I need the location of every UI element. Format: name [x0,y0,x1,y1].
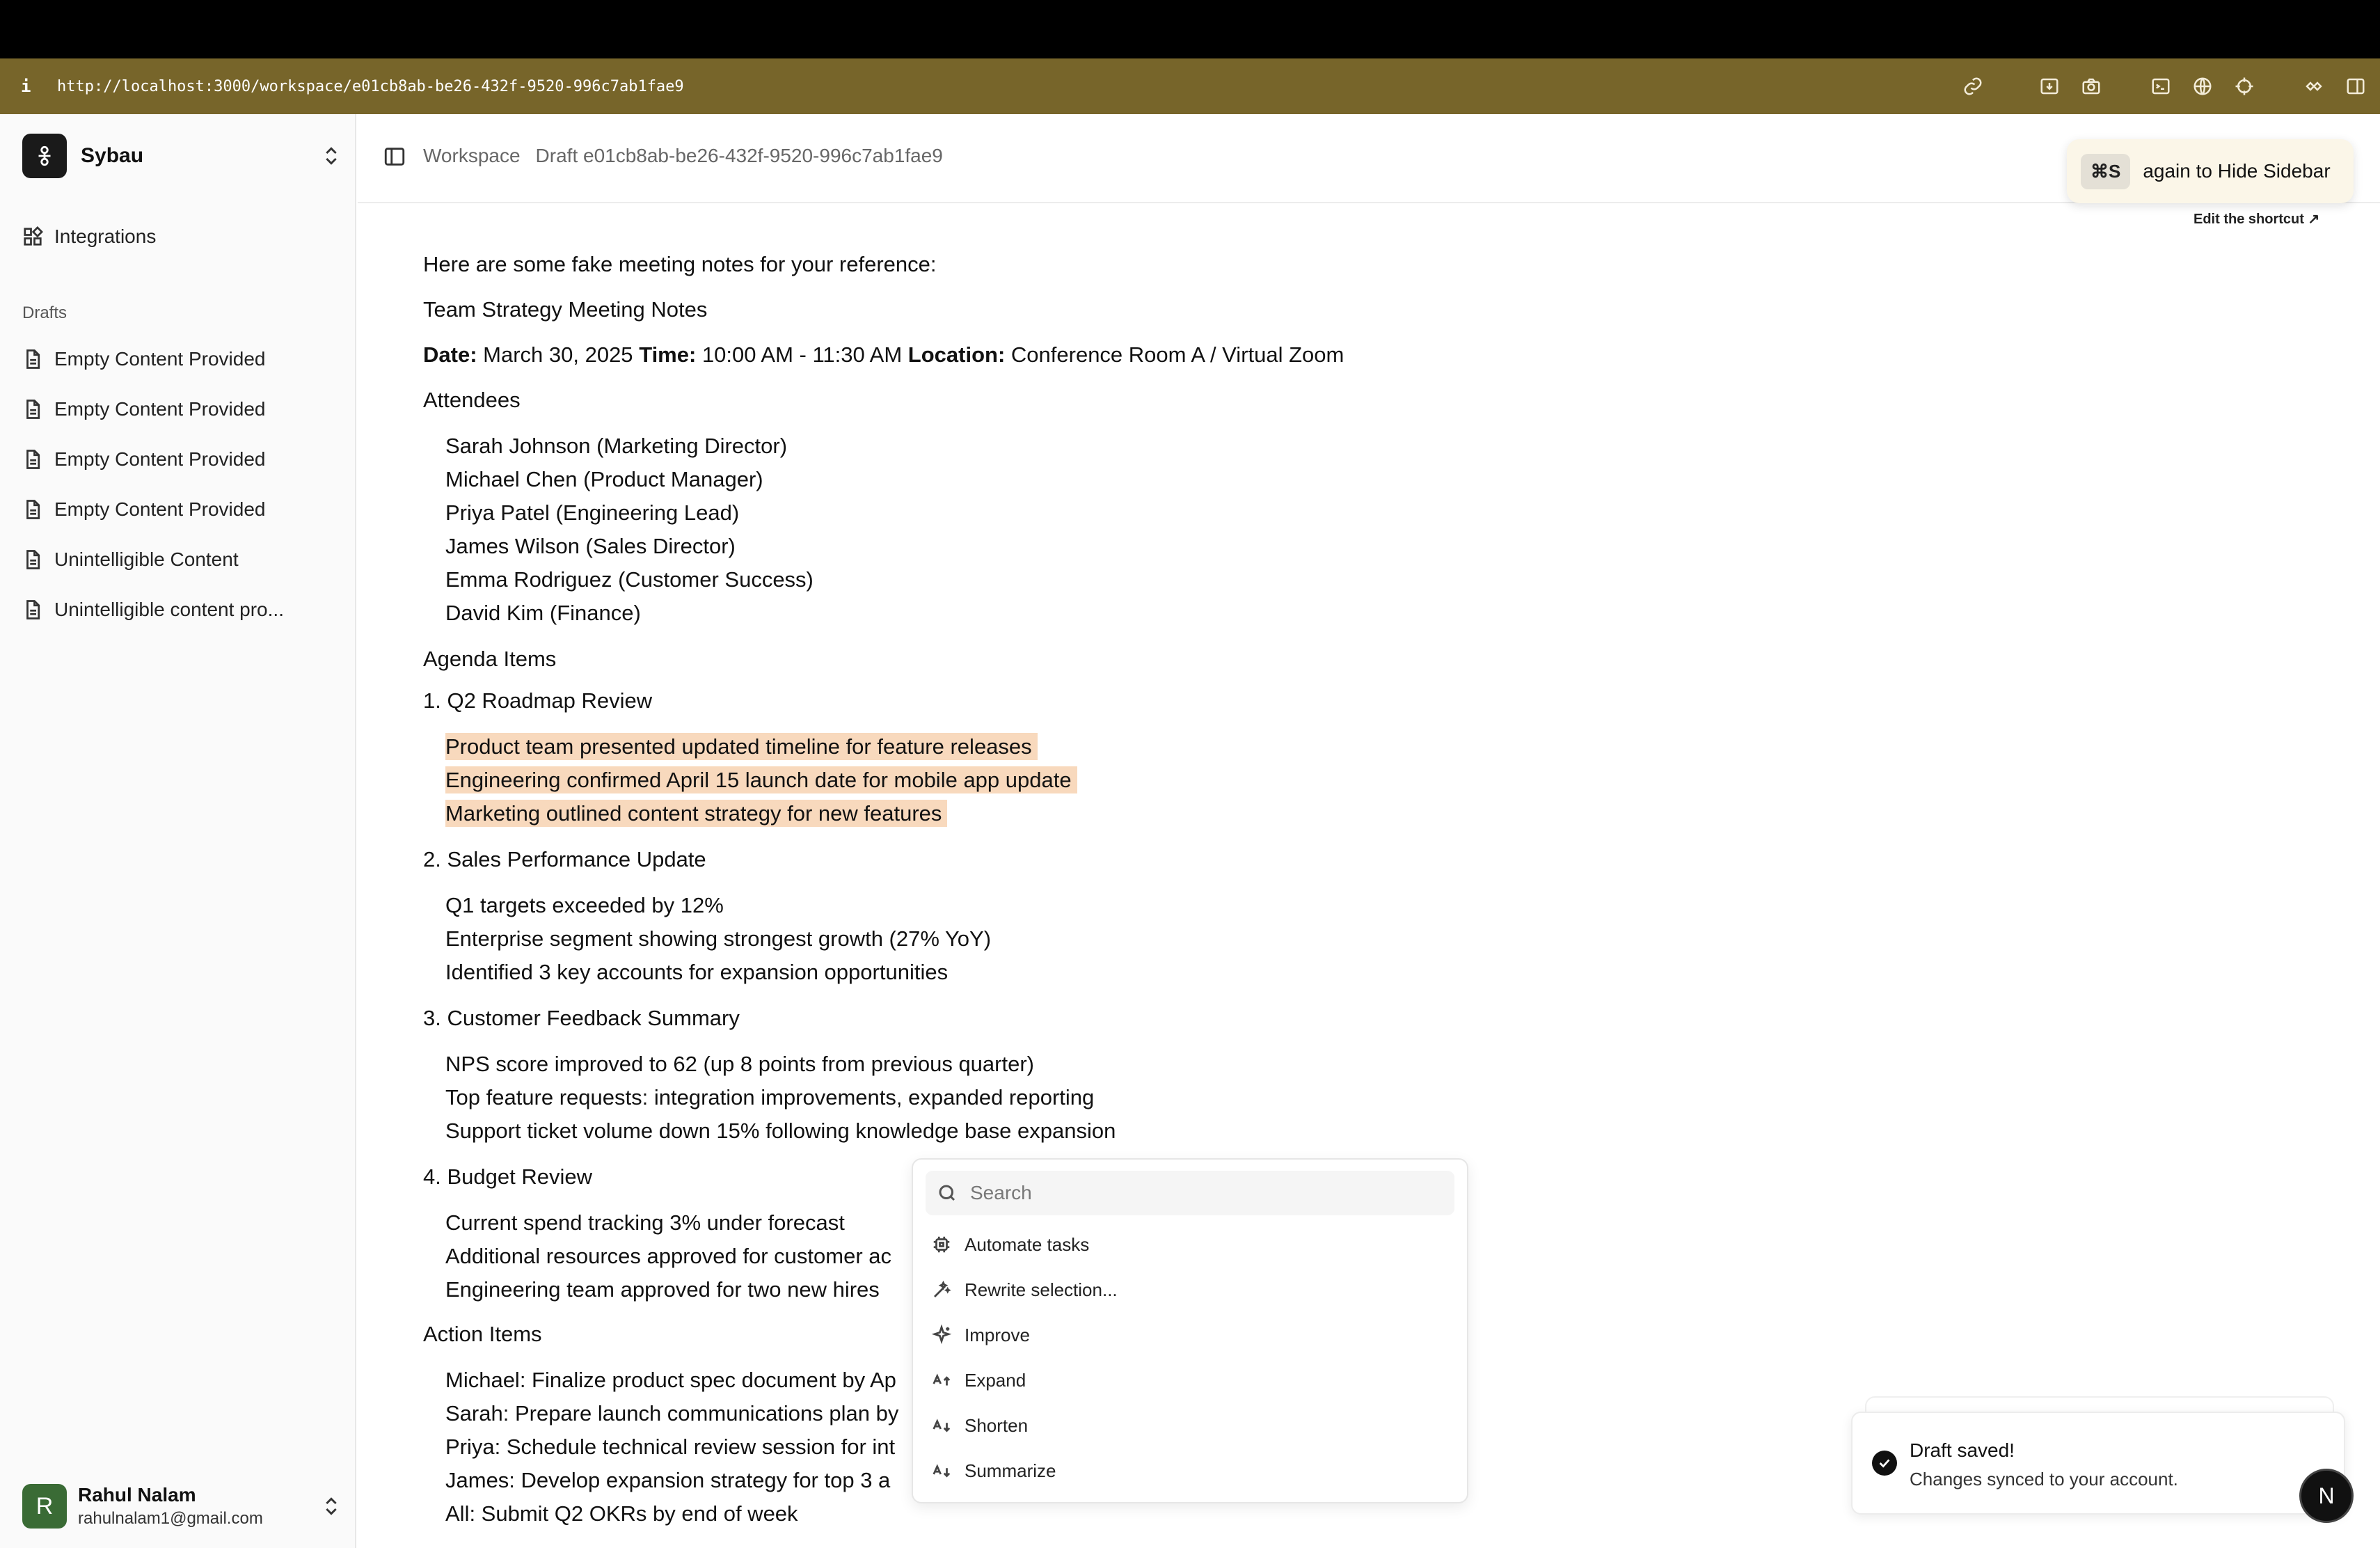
list-item: Current spend tracking 3% under forecast [445,1210,845,1235]
menu-item-automate-tasks[interactable] [931,1225,1446,1264]
link-icon[interactable] [1962,76,1983,97]
integrations-icon [22,226,43,247]
list-item: Support ticket volume down 15% following knowledge base expansion [445,1119,1116,1143]
user-email: rahulnalam1@gmail.com [78,1509,263,1528]
draft-item[interactable] [22,340,342,379]
list-item: Michael Chen (Product Manager) [445,467,763,491]
highlight: Product team presented updated timeline for feature releases [445,733,1038,760]
toast-title: Draft saved! [1910,1439,2015,1461]
shortcut-hint-text: again to Hide Sidebar [2143,160,2331,182]
menu-item-improve[interactable] [931,1316,1446,1354]
agenda-heading: Agenda Items [423,647,557,671]
menu-item-rewrite-selection[interactable] [931,1270,1446,1309]
shortcut-hint [2067,139,2354,203]
list-item: Identified 3 key accounts for expansion opportunities [445,960,949,984]
menu-search[interactable] [926,1171,1454,1215]
draft-item[interactable] [22,540,342,579]
cpu-icon [931,1234,952,1255]
check-circle-icon [1872,1451,1897,1476]
intro-text: Here are some fake meeting notes for your reference: [423,252,937,276]
list-item: David Kim (Finance) [445,601,641,625]
agenda-title: 1. Q2 Roadmap Review [423,688,653,713]
draft-item-label: Empty Content Provided [54,398,266,420]
camera-icon[interactable] [2081,76,2102,97]
chevrons-up-down-icon[interactable] [320,145,342,167]
summarize-icon [931,1460,952,1481]
breadcrumb [423,145,943,167]
menu-item-shorten[interactable] [931,1406,1446,1445]
list-item: Sarah: Prepare launch communications plan by [445,1401,899,1425]
download-icon[interactable] [2039,76,2060,97]
menu-item-expand[interactable] [931,1361,1446,1400]
highlight: Engineering confirmed April 15 launch date for mobile app update [445,766,1077,793]
menu-item-label: Automate tasks [965,1233,1090,1255]
list-item: Additional resources approved for customer ac [445,1244,891,1268]
location-label: Location: [907,342,1006,367]
toast-notification [1851,1412,2345,1515]
list-item: Michael: Finalize product spec document by Ap [445,1368,896,1392]
sidebar-icon[interactable] [2345,76,2366,97]
agenda-title: 2. Sales Performance Update [423,847,706,871]
list-item: Priya Patel (Engineering Lead) [445,500,740,525]
time-value: 10:00 AM - 11:30 AM [701,342,903,367]
list-item: NPS score improved to 62 (up 8 points from previous quarter) [445,1052,1034,1076]
date-label: Date: [423,342,477,367]
menu-item-label: Shorten [965,1414,1029,1436]
user-name: Rahul Nalam [78,1484,196,1506]
list-item-selected [445,733,1038,761]
document-icon [22,349,43,370]
sparkles-icon [931,1325,952,1345]
draft-item-label: Empty Content Provided [54,498,266,520]
breadcrumb-draft[interactable]: Draft e01cb8ab-be26-432f-9520-996c7ab1fae9 [535,145,943,166]
avatar: R [22,1484,67,1529]
edit-shortcut-link[interactable]: Edit the shortcut ↗ [2193,212,2320,227]
globe-icon[interactable] [2192,76,2213,97]
crosshair-icon[interactable] [2234,76,2255,97]
workspace-switcher[interactable] [22,134,342,178]
document-icon [22,599,43,620]
list-item: All: Submit Q2 OKRs by end of week [445,1501,798,1526]
drafts-heading: Drafts [22,303,68,322]
info-icon[interactable]: i [21,77,31,96]
toast-description: Changes synced to your account. [1910,1469,2178,1490]
extensions-icon[interactable] [2303,76,2324,97]
expand-icon [931,1370,952,1391]
draft-item[interactable] [22,590,342,629]
menu-item-label: Improve [965,1324,1030,1345]
shortcut-key: ⌘S [2081,154,2130,189]
list-item: Engineering team approved for two new hires [445,1277,880,1302]
terminal-icon[interactable] [2150,76,2171,97]
list-item: Emma Rodriguez (Customer Success) [445,567,814,592]
draft-item-label: Empty Content Provided [54,448,266,470]
address-bar[interactable] [0,58,2380,114]
shorten-icon [931,1415,952,1436]
toggle-sidebar-icon[interactable] [383,145,406,168]
doc-title: Team Strategy Meeting Notes [423,297,708,322]
agenda-title: 3. Customer Feedback Summary [423,1006,740,1030]
list-item: Q1 targets exceeded by 12% [445,893,724,917]
sidebar-item-integrations[interactable] [22,217,342,256]
breadcrumb-workspace[interactable]: Workspace [423,145,521,166]
list-item-selected [445,766,1077,794]
draft-item[interactable] [22,390,342,429]
window-titlebar [0,0,2380,58]
workspace-name: Sybau [81,144,144,167]
url-text[interactable]: http://localhost:3000/workspace/e01cb8ab-be26-432f-9520-996c7ab1fae9 [57,77,684,95]
draft-item[interactable] [22,440,342,479]
list-item-selected [445,800,947,828]
list-item: James Wilson (Sales Director) [445,534,736,558]
attendees-heading: Attendees [423,388,521,412]
menu-item-summarize[interactable] [931,1451,1446,1490]
menu-item-label: Expand [965,1369,1026,1391]
list-item: Sarah Johnson (Marketing Director) [445,434,788,458]
location-value: Conference Room A / Virtual Zoom [1010,342,1344,367]
draft-item-label: Unintelligible content pro... [54,599,284,620]
draft-item[interactable] [22,490,342,529]
actions-heading: Action Items [423,1322,542,1346]
menu-item-label: Summarize [965,1460,1056,1481]
agenda-title: 4. Budget Review [423,1164,592,1189]
search-input[interactable] [970,1182,1443,1204]
logo-icon [22,134,67,178]
search-icon [937,1183,958,1203]
sidebar-item-label: Integrations [54,226,157,247]
meeting-meta [423,341,1344,369]
chevrons-up-down-icon[interactable] [320,1495,342,1517]
next-dev-indicator[interactable]: N [2299,1469,2354,1523]
draft-item-label: Unintelligible Content [54,548,239,570]
list-item: James: Develop expansion strategy for top 3 a [445,1468,891,1492]
browser-toolbar [1962,58,2366,114]
highlight: Marketing outlined content strategy for new features [445,800,947,827]
list-item: Enterprise segment showing strongest growth (27% YoY) [445,926,992,951]
ai-command-menu [912,1158,1468,1503]
document-icon [22,399,43,420]
list-item: Top feature requests: integration improvements, expanded reporting [445,1085,1095,1109]
date-value: March 30, 2025 [483,342,633,367]
menu-item-label: Rewrite selection... [965,1279,1118,1300]
user-menu[interactable] [22,1478,342,1534]
wand-icon [931,1279,952,1300]
list-item: Priya: Schedule technical review session for int [445,1435,896,1459]
document-icon [22,499,43,520]
document-icon [22,449,43,470]
document-icon [22,549,43,570]
sidebar [0,114,356,1548]
time-label: Time: [639,342,697,367]
draft-item-label: Empty Content Provided [54,348,266,370]
